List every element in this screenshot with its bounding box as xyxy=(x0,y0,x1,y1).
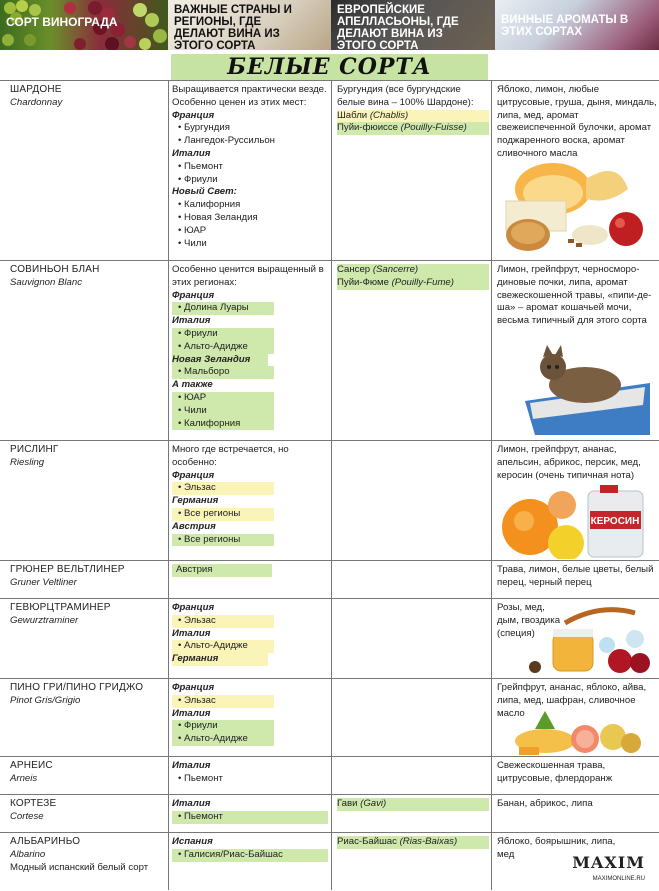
grape-name: ШАРДОНЕ xyxy=(10,84,62,95)
aromas-cell xyxy=(497,561,657,599)
table-row xyxy=(0,832,659,891)
grape-cell xyxy=(10,833,165,891)
aroma-text: Лимон, грейпфрут, черносморо-диновые почки, липа, аромат свежескошенной травы, «пипи-де-ша» – аромат кошачьей мочи, весьма типичный для этого сорта xyxy=(497,264,652,327)
appellation: Пуйи-фюиссе (Pouilly-Fuisse) xyxy=(337,122,489,135)
aroma-text: Свежескошенная трава, цитрусовые, флердоранж xyxy=(497,760,613,784)
regions-cell xyxy=(172,833,332,891)
aromas-cell xyxy=(497,795,657,833)
pineapple-grapefruit-image xyxy=(505,709,645,755)
grape-cell xyxy=(10,757,165,795)
appellations-cell xyxy=(337,833,489,891)
regions-cell xyxy=(172,795,332,833)
grape-latin: Gewurztraminer xyxy=(10,614,79,626)
aroma-text: Банан, абрикос, липа xyxy=(497,798,593,809)
page-title: БЕЛЫЕ СОРТА xyxy=(171,54,488,80)
grape-cell xyxy=(10,81,165,261)
table-row xyxy=(0,794,659,833)
header-regions: ВАЖНЫЕ СТРАНЫ И РЕГИОНЫ, ГДЕ ДЕЛАЮТ ВИНА ИЗ ЭТОГО СОРТА xyxy=(168,0,331,50)
country: Франция xyxy=(172,289,215,301)
regions-intro: Особенно ценится выращенный в этих регионах: xyxy=(172,264,324,288)
region: • Все регионы xyxy=(172,508,274,521)
region: • Галисия/Риас-Байшас xyxy=(172,849,328,862)
region: • Пьемонт xyxy=(172,811,328,824)
grape-name: ПИНО ГРИ/ПИНО ГРИДЖО xyxy=(10,682,144,693)
region: • Калифорния xyxy=(172,199,332,212)
country: Новый Свет: xyxy=(172,186,237,198)
grape-cell xyxy=(10,261,165,441)
appellation: Гави (Gavi) xyxy=(337,798,489,811)
appellation: Шабли (Chablis) xyxy=(337,110,489,123)
country: Испания xyxy=(172,836,213,847)
grape-name: ГРЮНЕР ВЕЛЬТЛИНЕР xyxy=(10,564,125,575)
region: • Альто-Адидже xyxy=(172,733,274,746)
country: Австрия xyxy=(172,520,216,532)
region: • Бургундия xyxy=(172,122,332,135)
region: • Чили xyxy=(172,238,332,251)
region: • ЮАР xyxy=(172,392,274,405)
region: • Лангедок-Руссильон xyxy=(172,135,332,148)
grape-latin: Arneis xyxy=(10,772,38,784)
aroma-text: Яблоко, лимон, любые цитрусовые, груша, дыня, миндаль, липа, мед, аромат свежеиспеченной булочки, аромат поджаренного воска, аромат сливочного масла xyxy=(497,84,657,159)
regions-cell xyxy=(172,757,332,795)
brand-url: MAXIMONLINE.RU xyxy=(592,876,645,882)
country: Австрия xyxy=(172,564,272,577)
region: • Все регионы xyxy=(172,534,274,547)
regions-cell xyxy=(172,261,332,441)
country: Франция xyxy=(172,109,215,121)
grape-latin: Cortese xyxy=(10,810,44,822)
appellation: Сансер (Sancerre) xyxy=(337,264,489,277)
country: Италия xyxy=(172,627,211,639)
grape-name: АЛЬБАРИНЬО xyxy=(10,836,81,847)
grape-cell xyxy=(10,679,165,757)
header-bar xyxy=(0,0,659,50)
region: • Фриули xyxy=(172,328,274,341)
header-grape-variety: СОРТ ВИНОГРАДА xyxy=(0,0,168,50)
appellation: Пуйи-Фюме (Pouilly-Fume) xyxy=(337,277,489,290)
aroma-text: Розы, мед, дым, гвоздика (специя) xyxy=(497,602,561,639)
region: • Фриули xyxy=(172,720,274,733)
country: Италия xyxy=(172,707,211,719)
appellation: Риас-Байшас (Rias-Baixas) xyxy=(337,836,489,849)
grape-note: Модный испанский белый сорт xyxy=(10,861,149,873)
region: • Пьемонт xyxy=(172,773,332,786)
table-row xyxy=(0,598,659,679)
table-row xyxy=(0,260,659,441)
region: • Новая Зеландия xyxy=(172,212,332,225)
country: Италия xyxy=(172,798,211,809)
table-row xyxy=(0,756,659,795)
country: Франция xyxy=(172,602,215,613)
grape-name: СОВИНЬОН БЛАН xyxy=(10,264,100,275)
grape-latin: Chardonnay xyxy=(10,96,63,108)
grape-name: АРНЕИС xyxy=(10,760,53,771)
country: Италия xyxy=(172,315,211,327)
appellations-cell xyxy=(337,795,489,833)
country: Италия xyxy=(172,147,211,159)
table-row xyxy=(0,80,659,261)
region: • Альто-Адидже xyxy=(172,640,274,653)
regions-intro: Много где встречается, но особенно: xyxy=(172,444,289,468)
grape-latin: Riesling xyxy=(10,456,45,468)
grape-latin: Sauvignon Blanc xyxy=(10,276,83,288)
citrus-kerosene-image xyxy=(498,485,648,559)
grape-name: ГЕВЮРЦТРАМИНЕР xyxy=(10,602,111,613)
region: • Эльзас xyxy=(172,695,274,708)
regions-intro: Выращивается практически везде. Особенно ценен из этих мест: xyxy=(172,84,327,108)
honey-roses-image xyxy=(525,603,653,677)
country: Франция xyxy=(172,469,215,481)
region: • Долина Луары xyxy=(172,302,274,315)
aroma-text: Грейпфрут, ананас, яблоко, айва, липа, мед, шафран, сливочное масло xyxy=(497,682,647,719)
regions-cell xyxy=(172,81,332,261)
grape-latin: Albarino xyxy=(10,848,46,860)
cat-litter-image xyxy=(525,343,650,435)
kerosene-label: КЕРОСИН xyxy=(590,516,640,527)
fruit-cheese-image xyxy=(498,149,648,257)
grape-cell xyxy=(10,795,165,833)
regions-cell xyxy=(172,599,332,679)
regions-cell xyxy=(172,561,332,599)
region: • Альто-Адидже xyxy=(172,341,274,354)
country: Новая Зеландия xyxy=(172,354,268,367)
aroma-text: Трава, лимон, белые цветы, белый перец, черный перец xyxy=(497,564,654,588)
header-aromas: ВИННЫЕ АРОМАТЫ В ЭТИХ СОРТАХ xyxy=(495,0,659,50)
header-appellations: ЕВРОПЕЙСКИЕ АПЕЛЛАСЬОНЫ, ГДЕ ДЕЛАЮТ ВИНА ИЗ ЭТОГО СОРТА xyxy=(331,0,495,50)
region: • Чили xyxy=(172,405,274,418)
grape-cell xyxy=(10,441,165,561)
region: • Мальборо xyxy=(172,366,274,379)
aromas-cell xyxy=(497,757,657,795)
region: • Фриули xyxy=(172,174,332,187)
region: • Эльзас xyxy=(172,615,274,628)
region: • Эльзас xyxy=(172,482,274,495)
aroma-text: Яблоко, боярышник, липа, мед xyxy=(497,836,616,860)
appellation-intro: Бургундия (все бургундские белые вина – 100% Шардоне): xyxy=(337,84,474,108)
region: • Калифорния xyxy=(172,418,274,431)
aroma-text: Лимон, грейпфрут, ананас, апельсин, абрикос, персик, мед, керосин (очень типичная нота) xyxy=(497,444,641,481)
grape-cell xyxy=(10,599,165,679)
country: А также xyxy=(172,379,213,391)
country: Германия xyxy=(172,495,219,507)
region: • ЮАР xyxy=(172,225,332,238)
table-row xyxy=(0,440,659,561)
grape-latin: Pinot Gris/Grigio xyxy=(10,694,81,706)
appellations-cell xyxy=(337,81,489,261)
country: Германия xyxy=(172,653,268,666)
regions-cell xyxy=(172,679,332,757)
grape-latin: Gruner Veltliner xyxy=(10,576,77,588)
regions-cell xyxy=(172,441,332,561)
table-row xyxy=(0,560,659,599)
country: Италия xyxy=(172,760,211,771)
grape-name: КОРТЕЗЕ xyxy=(10,798,57,809)
country: Франция xyxy=(172,682,215,693)
grape-cell xyxy=(10,561,165,599)
brand-logo: MAXIM xyxy=(572,853,645,872)
table-row xyxy=(0,678,659,757)
appellations-cell xyxy=(337,261,489,441)
region: • Пьемонт xyxy=(172,161,332,174)
grape-name: РИСЛИНГ xyxy=(10,444,59,455)
